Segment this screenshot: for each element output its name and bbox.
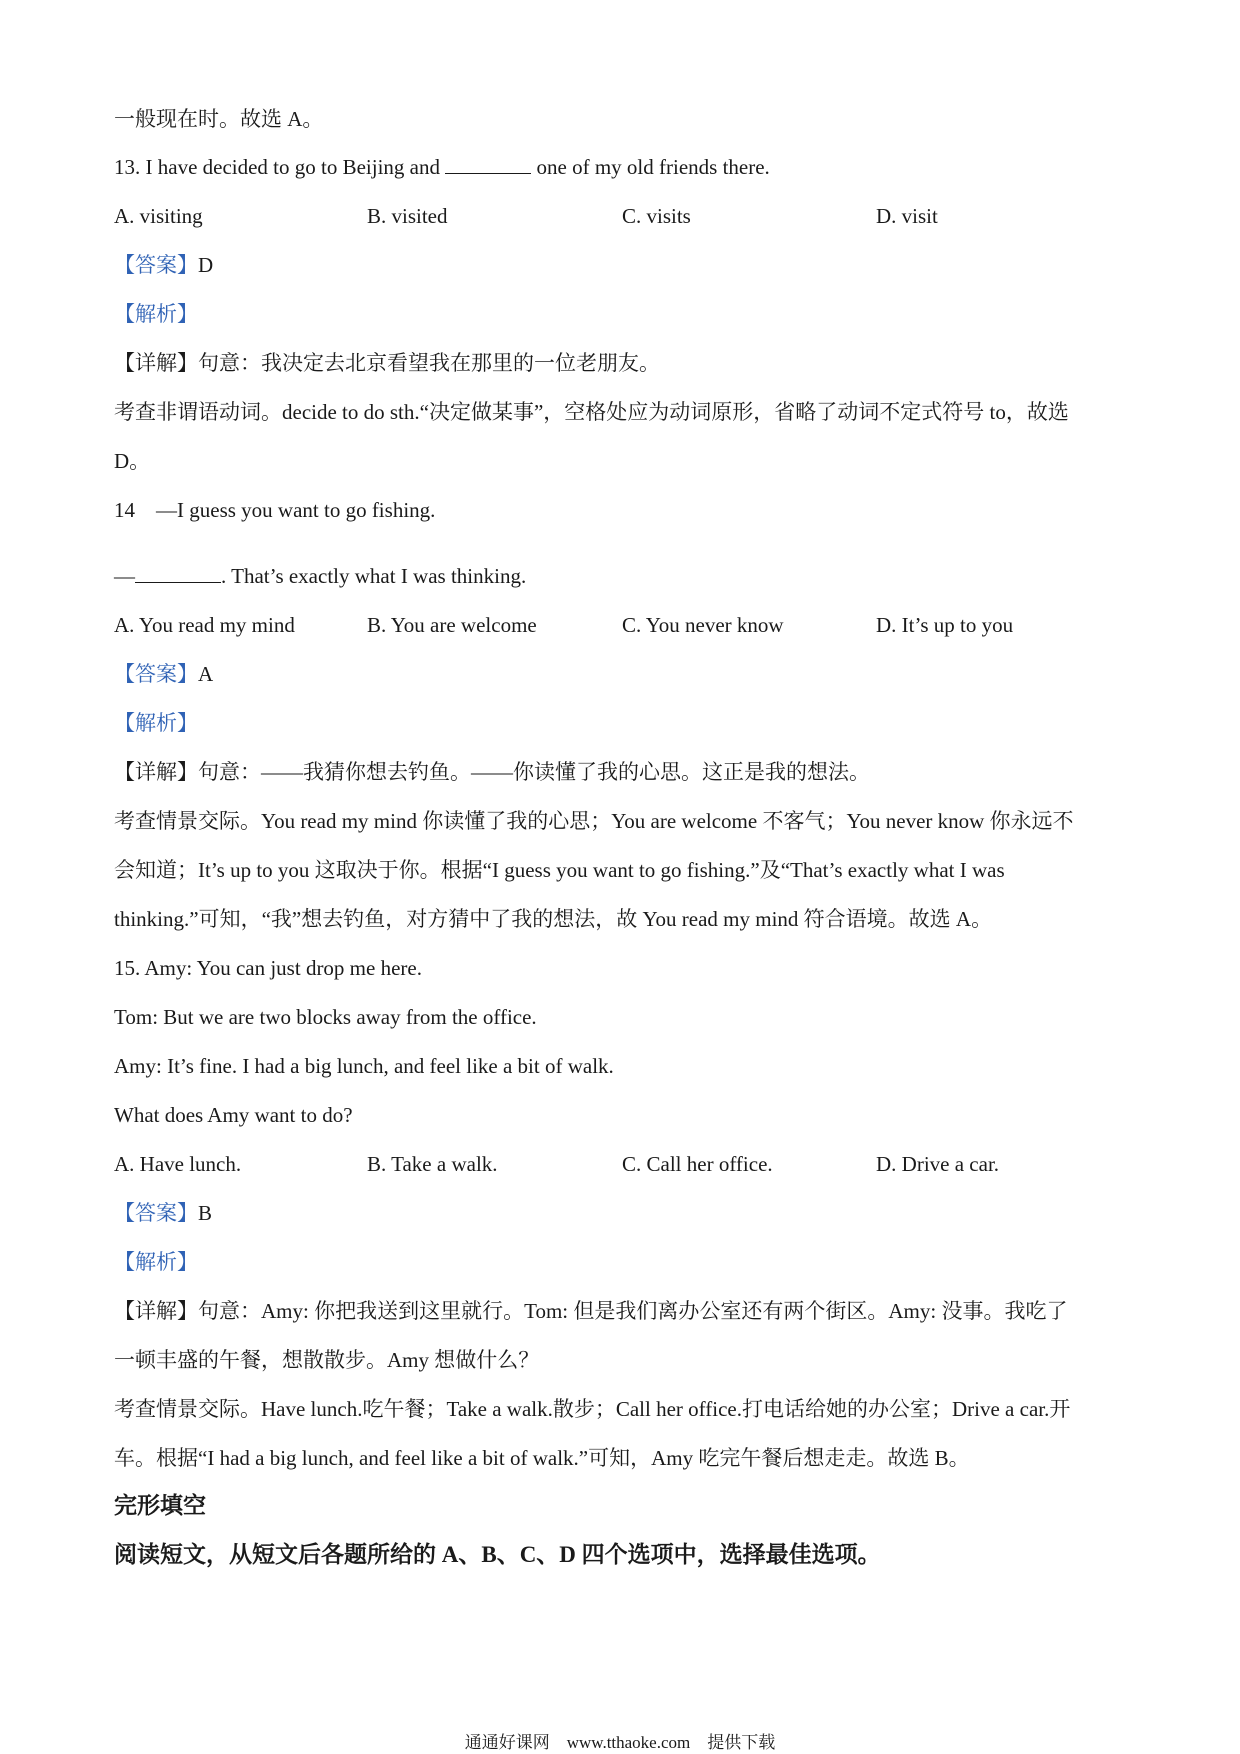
- intro-line: 一般现在时。故选 A。: [114, 107, 324, 131]
- q15-option-a: A. Have lunch.: [114, 1152, 242, 1176]
- q15-line-3: Amy: It’s fine. I had a big lunch, and feel like a bit of walk.: [114, 1054, 614, 1078]
- q13-detail: 【详解】句意：我决定去北京看望我在那里的一位老朋友。: [114, 351, 660, 375]
- q14-answer: [114, 659, 213, 689]
- q13-option-c: C. visits: [622, 204, 691, 228]
- q13-option-a: A. visiting: [114, 204, 203, 228]
- q14-answer-label: 【答案】: [114, 662, 198, 686]
- q14-detail: 【详解】句意：——我猜你想去钓鱼。——你读懂了我的心思。这正是我的想法。: [114, 760, 870, 784]
- q14-option-a: A. You read my mind: [114, 613, 295, 637]
- q14-explain-3: thinking.”可知，“我”想去钓鱼，对方猜中了我的想法，故 You read my mind 符合语境。故选 A。: [114, 907, 993, 931]
- q15-answer: [114, 1198, 212, 1228]
- q15-option-c: C. Call her office.: [622, 1152, 773, 1176]
- q15-option-b: B. Take a walk.: [367, 1152, 498, 1176]
- q15-explain-2: 车。根据“I had a big lunch, and feel like a bit of walk.”可知，Amy 吃完午餐后想走走。故选 B。: [114, 1446, 970, 1470]
- q14-reply-after: . That’s exactly what I was thinking.: [221, 564, 527, 588]
- q13-option-d: D. visit: [876, 204, 938, 228]
- q13-stem-before: 13. I have decided to go to Beijing and: [114, 155, 441, 179]
- q14-analysis-label: 【解析】: [114, 711, 198, 735]
- q15-question: What does Amy want to do?: [114, 1103, 353, 1127]
- q14-answer-value: A: [198, 662, 214, 686]
- q13-explain-end: D。: [114, 449, 151, 473]
- q13-blank: [445, 153, 531, 174]
- q14-reply: [114, 561, 526, 591]
- q13-stem-after: one of my old friends there.: [536, 155, 770, 179]
- q15-detail-2: 一顿丰盛的午餐，想散散步。Amy 想做什么？: [114, 1348, 540, 1372]
- q15-detail-1: 【详解】句意：Amy: 你把我送到这里就行。Tom: 但是我们离办公室还有两个街区。Amy: 没事。我吃了: [114, 1299, 1068, 1323]
- q15-answer-value: B: [198, 1201, 213, 1225]
- q14-option-d: D. It’s up to you: [876, 613, 1014, 637]
- q15-analysis-label: 【解析】: [114, 1250, 198, 1274]
- q13-stem: [114, 152, 770, 182]
- q14-option-c: C. You never know: [622, 613, 784, 637]
- q13-explain: 考查非谓语动词。decide to do sth.“决定做某事”，空格处应为动词原形，省略了动词不定式符号 to，故选: [114, 400, 1069, 424]
- section-title: 完形填空: [114, 1493, 206, 1518]
- q15-line-2: Tom: But we are two blocks away from the office.: [114, 1005, 537, 1029]
- q14-explain-1: 考查情景交际。You read my mind 你读懂了我的心思；You are welcome 不客气；You never know 你永远不: [114, 809, 1074, 833]
- q15-answer-label: 【答案】: [114, 1201, 198, 1225]
- q14-stem: 14 —I guess you want to go fishing.: [114, 498, 436, 522]
- q13-option-b: B. visited: [367, 204, 448, 228]
- q13-answer: [114, 250, 213, 280]
- q15-explain-1: 考查情景交际。Have lunch.吃午餐；Take a walk.散步；Call her office.打电话给她的办公室；Drive a car.开: [114, 1397, 1071, 1421]
- section-instruction: 阅读短文，从短文后各题所给的 A、B、C、D 四个选项中，选择最佳选项。: [114, 1542, 881, 1567]
- q13-analysis-label: 【解析】: [114, 302, 198, 326]
- q14-reply-prefix: —: [114, 564, 135, 588]
- page-footer: 通通好课网 www.tthaoke.com 提供下载: [464, 1733, 776, 1752]
- q15-line-1: 15. Amy: You can just drop me here.: [114, 956, 422, 980]
- q13-answer-value: D: [198, 253, 214, 277]
- q15-option-d: D. Drive a car.: [876, 1152, 1000, 1176]
- q14-explain-2: 会知道；It’s up to you 这取决于你。根据“I guess you want to go fishing.”及“That’s exactly what I was: [114, 858, 1005, 882]
- q13-answer-label: 【答案】: [114, 253, 198, 277]
- q14-blank: [135, 562, 221, 583]
- q14-option-b: B. You are welcome: [367, 613, 537, 637]
